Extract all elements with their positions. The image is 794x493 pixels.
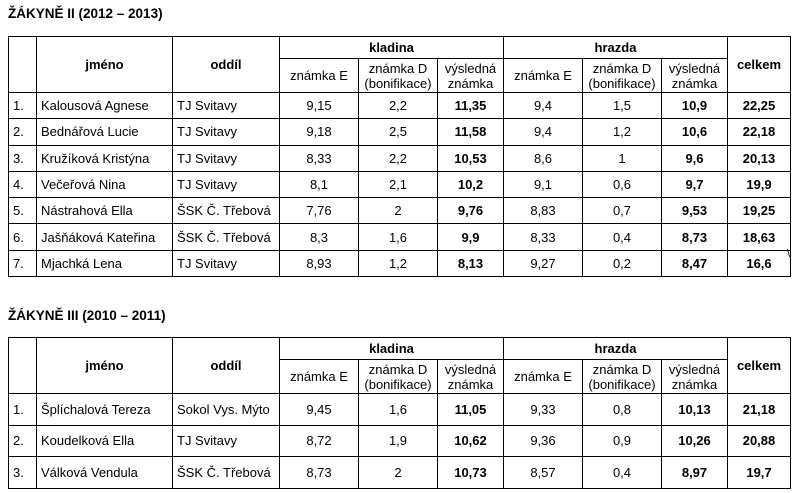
kladina-final-score-header xyxy=(438,360,504,394)
rank-cell: 1. xyxy=(9,93,37,119)
rank-cell: 3. xyxy=(9,145,37,171)
total-cell: 22,18 xyxy=(728,119,791,145)
kladina-e-cell: 7,76 xyxy=(280,198,359,224)
name-cell: Jašňáková Kateřina xyxy=(37,224,173,250)
kladina-e-cell: 8,33 xyxy=(280,145,359,171)
name-cell: Večeřová Nina xyxy=(37,171,173,197)
club-cell: ŠSK Č. Třebová xyxy=(173,198,280,224)
hrazda-d-cell: 1,2 xyxy=(583,119,662,145)
club-cell: TJ Svitavy xyxy=(173,171,280,197)
name-cell: Šplíchalová Tereza xyxy=(37,394,173,426)
kladina-d-cell: 2,5 xyxy=(359,119,438,145)
name-cell: Kružíková Kristýna xyxy=(37,145,173,171)
rank-cell: 2. xyxy=(9,119,37,145)
kladina-score-e-header: známka E xyxy=(280,59,359,93)
rank-cell: 3. xyxy=(9,457,37,489)
total-cell: 22,25 xyxy=(728,93,791,119)
hrazda-d-cell: 1,5 xyxy=(583,93,662,119)
header-hrazda: hrazda xyxy=(504,37,728,59)
table-row xyxy=(9,250,791,276)
hrazda-final-cell: 8,97 xyxy=(662,457,728,489)
table-row xyxy=(9,457,791,489)
kladina-score-label: známka xyxy=(447,376,494,392)
kladina-e-cell: 8,93 xyxy=(280,250,359,276)
table-row xyxy=(9,425,791,457)
hrazda-bonus-label: (bonifikace) xyxy=(588,75,656,91)
header-kladina: kladina xyxy=(280,37,504,59)
hrazda-score-d-header xyxy=(583,59,662,93)
kladina-final-cell: 11,35 xyxy=(438,93,504,119)
hrazda-e-cell: 8,57 xyxy=(504,457,583,489)
hrazda-d-cell: 0,4 xyxy=(583,457,662,489)
kladina-d-cell: 2,1 xyxy=(359,171,438,197)
hrazda-score-d-header xyxy=(583,360,662,394)
name-cell: Kalousová Agnese xyxy=(37,93,173,119)
header-rank-cell xyxy=(9,338,37,394)
kladina-score-d-label: známka D xyxy=(368,60,428,76)
header-rank-cell xyxy=(9,37,37,93)
table-row xyxy=(9,394,791,426)
header-row xyxy=(9,37,791,59)
kladina-d-cell: 2 xyxy=(359,198,438,224)
name-cell: Koudelková Ella xyxy=(37,425,173,457)
hrazda-final-label: výsledná xyxy=(668,60,721,76)
hrazda-d-cell: 0,8 xyxy=(583,394,662,426)
kladina-final-cell: 9,9 xyxy=(438,224,504,250)
total-cell: 19,7 xyxy=(728,457,791,489)
stray-mark: \ xyxy=(787,248,791,260)
hrazda-d-cell: 0,9 xyxy=(583,425,662,457)
rank-cell: 2. xyxy=(9,425,37,457)
total-cell: 21,18 xyxy=(728,394,791,426)
hrazda-final-cell: 8,47 xyxy=(662,250,728,276)
kladina-e-cell: 9,18 xyxy=(280,119,359,145)
hrazda-e-cell: 8,83 xyxy=(504,198,583,224)
kladina-final-cell: 11,05 xyxy=(438,394,504,426)
rank-cell: 4. xyxy=(9,171,37,197)
kladina-final-cell: 10,2 xyxy=(438,171,504,197)
header-name: jméno xyxy=(37,338,173,394)
kladina-e-cell: 8,73 xyxy=(280,457,359,489)
hrazda-score-e-header: známka E xyxy=(504,360,583,394)
kladina-d-cell: 1,6 xyxy=(359,394,438,426)
rank-cell: 1. xyxy=(9,394,37,426)
header-kladina: kladina xyxy=(280,338,504,360)
hrazda-final-cell: 10,13 xyxy=(662,394,728,426)
name-cell: Nástrahová Ella xyxy=(37,198,173,224)
kladina-final-cell: 9,76 xyxy=(438,198,504,224)
table-row xyxy=(9,224,791,250)
kladina-d-cell: 1,9 xyxy=(359,425,438,457)
hrazda-d-cell: 1 xyxy=(583,145,662,171)
rank-cell: 5. xyxy=(9,198,37,224)
table-row xyxy=(9,119,791,145)
hrazda-bonus-label: (bonifikace) xyxy=(588,376,656,392)
hrazda-final-score-header xyxy=(662,360,728,394)
club-cell: TJ Svitavy xyxy=(173,119,280,145)
hrazda-d-cell: 0,7 xyxy=(583,198,662,224)
hrazda-e-cell: 9,1 xyxy=(504,171,583,197)
kladina-score-d-label: známka D xyxy=(368,361,428,377)
hrazda-final-score-header xyxy=(662,59,728,93)
kladina-score-d-header xyxy=(359,59,438,93)
kladina-d-cell: 2 xyxy=(359,457,438,489)
hrazda-score-d-label: známka D xyxy=(592,361,652,377)
name-cell: Válková Vendula xyxy=(37,457,173,489)
hrazda-final-cell: 10,6 xyxy=(662,119,728,145)
club-cell: TJ Svitavy xyxy=(173,145,280,171)
kladina-e-cell: 8,3 xyxy=(280,224,359,250)
hrazda-final-label: výsledná xyxy=(668,361,721,377)
hrazda-d-cell: 0,4 xyxy=(583,224,662,250)
kladina-final-score-header xyxy=(438,59,504,93)
club-cell: ŠSK Č. Třebová xyxy=(173,224,280,250)
name-cell: Bednářová Lucie xyxy=(37,119,173,145)
club-cell: ŠSK Č. Třebová xyxy=(173,457,280,489)
kladina-d-cell: 2,2 xyxy=(359,145,438,171)
hrazda-e-cell: 8,6 xyxy=(504,145,583,171)
hrazda-final-cell: 8,73 xyxy=(662,224,728,250)
kladina-final-cell: 8,13 xyxy=(438,250,504,276)
header-club: oddíl xyxy=(173,338,280,394)
rank-cell: 7. xyxy=(9,250,37,276)
total-cell: 19,9 xyxy=(728,171,791,197)
name-cell: Mjachká Lena xyxy=(37,250,173,276)
header-total: celkem xyxy=(728,37,791,93)
kladina-d-cell: 1,2 xyxy=(359,250,438,276)
section-title-zakyne-3: ŽÁKYNĚ III (2010 – 2011) xyxy=(8,308,166,323)
table-row xyxy=(9,93,791,119)
rank-cell: 6. xyxy=(9,224,37,250)
kladina-e-cell: 9,45 xyxy=(280,394,359,426)
kladina-final-label: výsledná xyxy=(444,60,497,76)
header-club: oddíl xyxy=(173,37,280,93)
total-cell: 19,25 xyxy=(728,198,791,224)
hrazda-final-cell: 9,6 xyxy=(662,145,728,171)
hrazda-e-cell: 9,33 xyxy=(504,394,583,426)
club-cell: TJ Svitavy xyxy=(173,425,280,457)
kladina-final-label: výsledná xyxy=(444,361,497,377)
kladina-final-cell: 11,58 xyxy=(438,119,504,145)
kladina-bonus-label: (bonifikace) xyxy=(364,75,432,91)
total-cell: 18,63 xyxy=(728,224,791,250)
section-title-zakyne-2: ŽÁKYNĚ II (2012 – 2013) xyxy=(8,6,163,21)
hrazda-score-e-header: známka E xyxy=(504,59,583,93)
kladina-score-label: známka xyxy=(447,75,494,91)
hrazda-e-cell: 9,36 xyxy=(504,425,583,457)
kladina-score-e-header: známka E xyxy=(280,360,359,394)
hrazda-final-cell: 10,26 xyxy=(662,425,728,457)
results-table-zakyne-3 xyxy=(8,337,791,489)
hrazda-score-d-label: známka D xyxy=(592,60,652,76)
table-row xyxy=(9,171,791,197)
kladina-d-cell: 1,6 xyxy=(359,224,438,250)
header-row xyxy=(9,338,791,360)
header-hrazda: hrazda xyxy=(504,338,728,360)
kladina-d-cell: 2,2 xyxy=(359,93,438,119)
table-row xyxy=(9,145,791,171)
hrazda-e-cell: 9,4 xyxy=(504,119,583,145)
hrazda-e-cell: 9,4 xyxy=(504,93,583,119)
hrazda-e-cell: 9,27 xyxy=(504,250,583,276)
club-cell: TJ Svitavy xyxy=(173,93,280,119)
hrazda-final-cell: 9,7 xyxy=(662,171,728,197)
hrazda-final-cell: 9,53 xyxy=(662,198,728,224)
hrazda-score-label: známka xyxy=(671,75,718,91)
kladina-final-cell: 10,73 xyxy=(438,457,504,489)
kladina-score-d-header xyxy=(359,360,438,394)
kladina-e-cell: 9,15 xyxy=(280,93,359,119)
header-total: celkem xyxy=(728,338,791,394)
header-name: jméno xyxy=(37,37,173,93)
club-cell: TJ Svitavy xyxy=(173,250,280,276)
kladina-e-cell: 8,72 xyxy=(280,425,359,457)
kladina-final-cell: 10,53 xyxy=(438,145,504,171)
table-row xyxy=(9,198,791,224)
club-cell: Sokol Vys. Mýto xyxy=(173,394,280,426)
total-cell: 16,6 xyxy=(728,250,791,276)
hrazda-d-cell: 0,6 xyxy=(583,171,662,197)
hrazda-score-label: známka xyxy=(671,376,718,392)
hrazda-e-cell: 8,33 xyxy=(504,224,583,250)
hrazda-d-cell: 0,2 xyxy=(583,250,662,276)
kladina-final-cell: 10,62 xyxy=(438,425,504,457)
total-cell: 20,13 xyxy=(728,145,791,171)
results-table-zakyne-2 xyxy=(8,36,791,277)
kladina-e-cell: 8,1 xyxy=(280,171,359,197)
kladina-bonus-label: (bonifikace) xyxy=(364,376,432,392)
hrazda-final-cell: 10,9 xyxy=(662,93,728,119)
total-cell: 20,88 xyxy=(728,425,791,457)
